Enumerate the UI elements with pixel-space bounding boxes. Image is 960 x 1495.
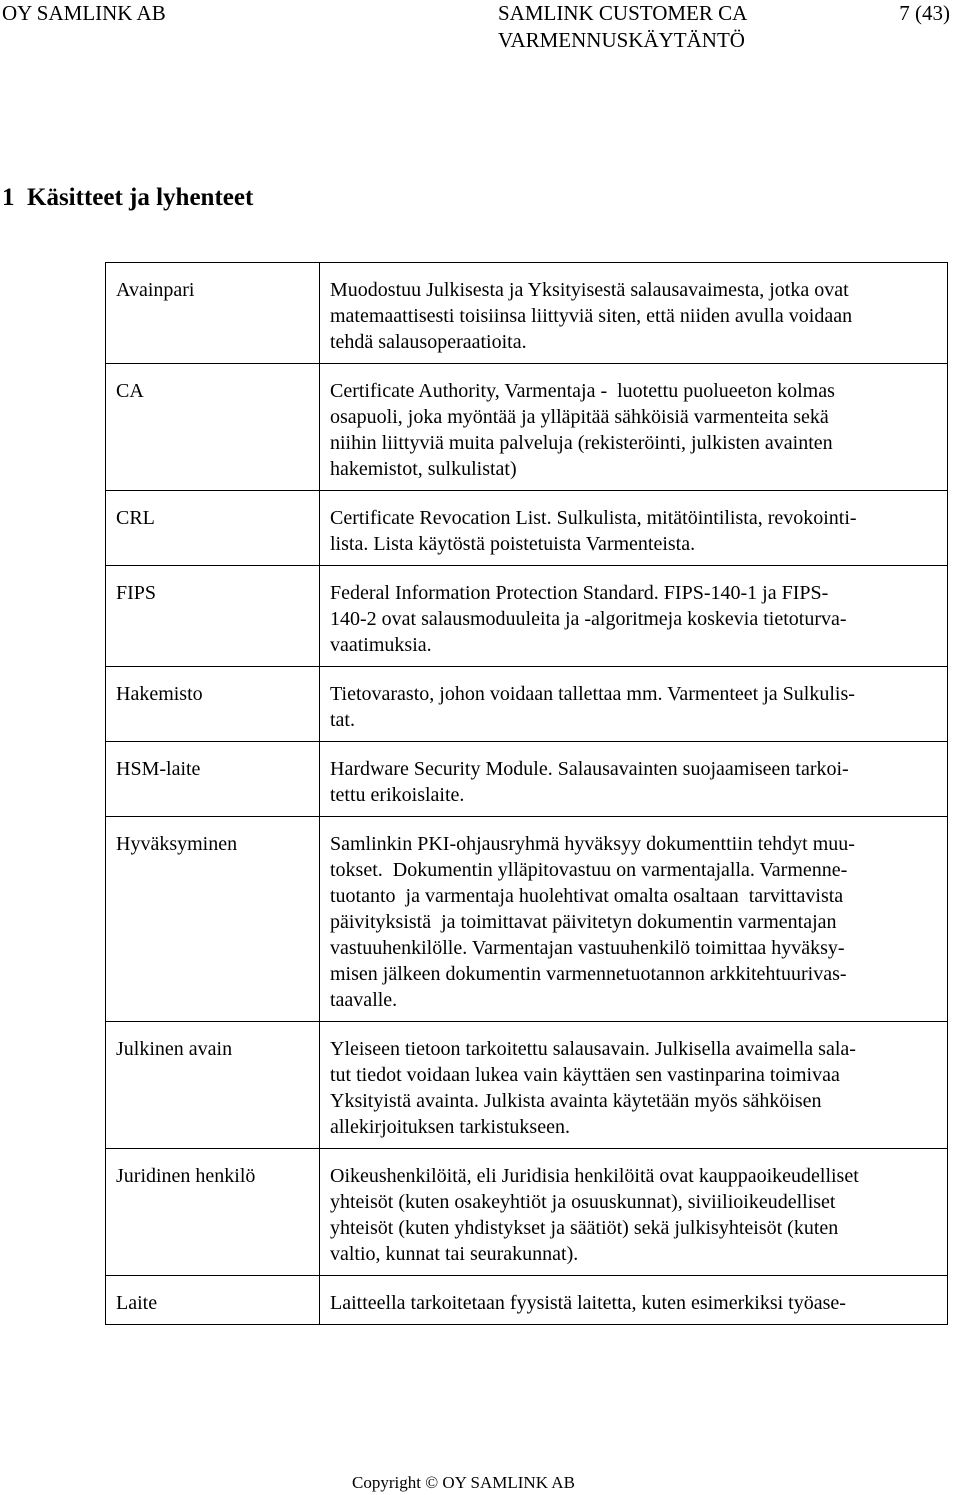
- table-row: [106, 1149, 948, 1276]
- definition-line: vastuuhenkilölle. Varmentajan vastuuhenkilö toimittaa hyväksy-: [330, 937, 845, 959]
- definition-line: hakemistot, sulkulistat): [330, 458, 517, 480]
- definition-line: niihin liittyviä muita palveluja (rekisteröinti, julkisten avainten: [330, 432, 833, 454]
- term-cell: Avainpari: [106, 263, 320, 364]
- header-document-title: [498, 0, 747, 54]
- definition-line: tokset. Dokumentin ylläpitovastuu on varmentajalla. Varmenne-: [330, 859, 848, 881]
- definition-cell: [320, 1276, 948, 1325]
- definition-line: Hardware Security Module. Salausavainten suojaamiseen tarkoi-: [330, 758, 849, 780]
- definition-line: Laitteella tarkoitetaan fyysistä laitetta, kuten esimerkiksi työase-: [330, 1292, 846, 1314]
- table-row: [106, 667, 948, 742]
- table-row: [106, 263, 948, 364]
- definition-line: tut tiedot voidaan lukea vain käyttäen sen vastinparina toimivaa: [330, 1064, 840, 1086]
- terms-table: [105, 262, 948, 1325]
- definition-line: päivityksistä ja toimittavat päivitetyn dokumentin varmentajan: [330, 911, 837, 933]
- term-cell: HSM-laite: [106, 742, 320, 817]
- definition-cell: [320, 742, 948, 817]
- definition-line: Federal Information Protection Standard. FIPS-140-1 ja FIPS-: [330, 582, 829, 604]
- header-company: OY SAMLINK AB: [2, 1, 166, 25]
- definition-cell: [320, 667, 948, 742]
- definition-line: Oikeushenkilöitä, eli Juridisia henkilöitä ovat kauppaoikeudelliset: [330, 1165, 859, 1187]
- term-cell: Juridinen henkilö: [106, 1149, 320, 1276]
- footer-copyright: Copyright © OY SAMLINK AB: [352, 1473, 575, 1492]
- definition-line: tehdä salausoperaatioita.: [330, 331, 527, 353]
- definition-cell: [320, 364, 948, 491]
- definition-cell: [320, 1022, 948, 1149]
- terms-table-body: [106, 263, 948, 1325]
- definition-line: taavalle.: [330, 989, 398, 1011]
- term-cell: Hakemisto: [106, 667, 320, 742]
- definition-line: yhteisöt (kuten osakeyhtiöt ja osuuskunnat), siviilioikeudelliset: [330, 1191, 836, 1213]
- table-row: [106, 364, 948, 491]
- definition-line: Certificate Authority, Varmentaja - luotettu puolueeton kolmas: [330, 380, 835, 402]
- header-title-line2: VARMENNUSKÄYTÄNTÖ: [498, 28, 745, 52]
- definition-line: allekirjoituksen tarkistukseen.: [330, 1116, 570, 1138]
- definition-line: tuotanto ja varmentaja huolehtivat omalta osaltaan tarvittavista: [330, 885, 844, 907]
- header-page-number: 7 (43): [899, 1, 950, 25]
- definition-line: tettu erikoislaite.: [330, 784, 465, 806]
- header-title-line1: SAMLINK CUSTOMER CA: [498, 1, 748, 25]
- definition-line: matemaattisesti toisiinsa liittyviä siten, että niiden avulla voidaan: [330, 305, 853, 327]
- definition-line: lista. Lista käytöstä poistetuista Varmenteista.: [330, 533, 696, 555]
- definition-cell: [320, 566, 948, 667]
- definition-line: Certificate Revocation List. Sulkulista, mitätöintilista, revokointi-: [330, 507, 857, 529]
- definition-line: osapuoli, joka myöntää ja ylläpitää sähköisiä varmenteita sekä: [330, 406, 829, 428]
- definition-line: vaatimuksia.: [330, 634, 432, 656]
- term-cell: Julkinen avain: [106, 1022, 320, 1149]
- table-row: [106, 817, 948, 1022]
- definition-cell: [320, 491, 948, 566]
- definition-line: Muodostuu Julkisesta ja Yksityisestä salausavaimesta, jotka ovat: [330, 279, 849, 301]
- definition-line: tat.: [330, 709, 355, 731]
- term-cell: CA: [106, 364, 320, 491]
- definition-line: 140-2 ovat salausmoduuleita ja -algoritmeja koskevia tietoturva-: [330, 608, 847, 630]
- definition-line: Yksityistä avainta. Julkista avainta käytetään myös sähköisen: [330, 1090, 822, 1112]
- section-title: 1 Käsitteet ja lyhenteet: [2, 184, 254, 211]
- term-cell: Hyväksyminen: [106, 817, 320, 1022]
- table-row: [106, 742, 948, 817]
- definition-line: Tietovarasto, johon voidaan tallettaa mm. Varmenteet ja Sulkulis-: [330, 683, 855, 705]
- definition-line: valtio, kunnat tai seurakunnat).: [330, 1243, 579, 1265]
- definition-line: Yleiseen tietoon tarkoitettu salausavain. Julkisella avaimella sala-: [330, 1038, 856, 1060]
- term-cell: Laite: [106, 1276, 320, 1325]
- table-row: [106, 566, 948, 667]
- term-cell: FIPS: [106, 566, 320, 667]
- definition-cell: [320, 263, 948, 364]
- definition-line: yhteisöt (kuten yhdistykset ja säätiöt) sekä julkisyhteisöt (kuten: [330, 1217, 839, 1239]
- table-row: [106, 1276, 948, 1325]
- definition-cell: [320, 1149, 948, 1276]
- definition-line: misen jälkeen dokumentin varmennetuotannon arkkitehtuurivas-: [330, 963, 847, 985]
- table-row: [106, 491, 948, 566]
- definition-line: Samlinkin PKI-ohjausryhmä hyväksyy dokumenttiin tehdyt muu-: [330, 833, 855, 855]
- term-cell: CRL: [106, 491, 320, 566]
- table-row: [106, 1022, 948, 1149]
- definition-cell: [320, 817, 948, 1022]
